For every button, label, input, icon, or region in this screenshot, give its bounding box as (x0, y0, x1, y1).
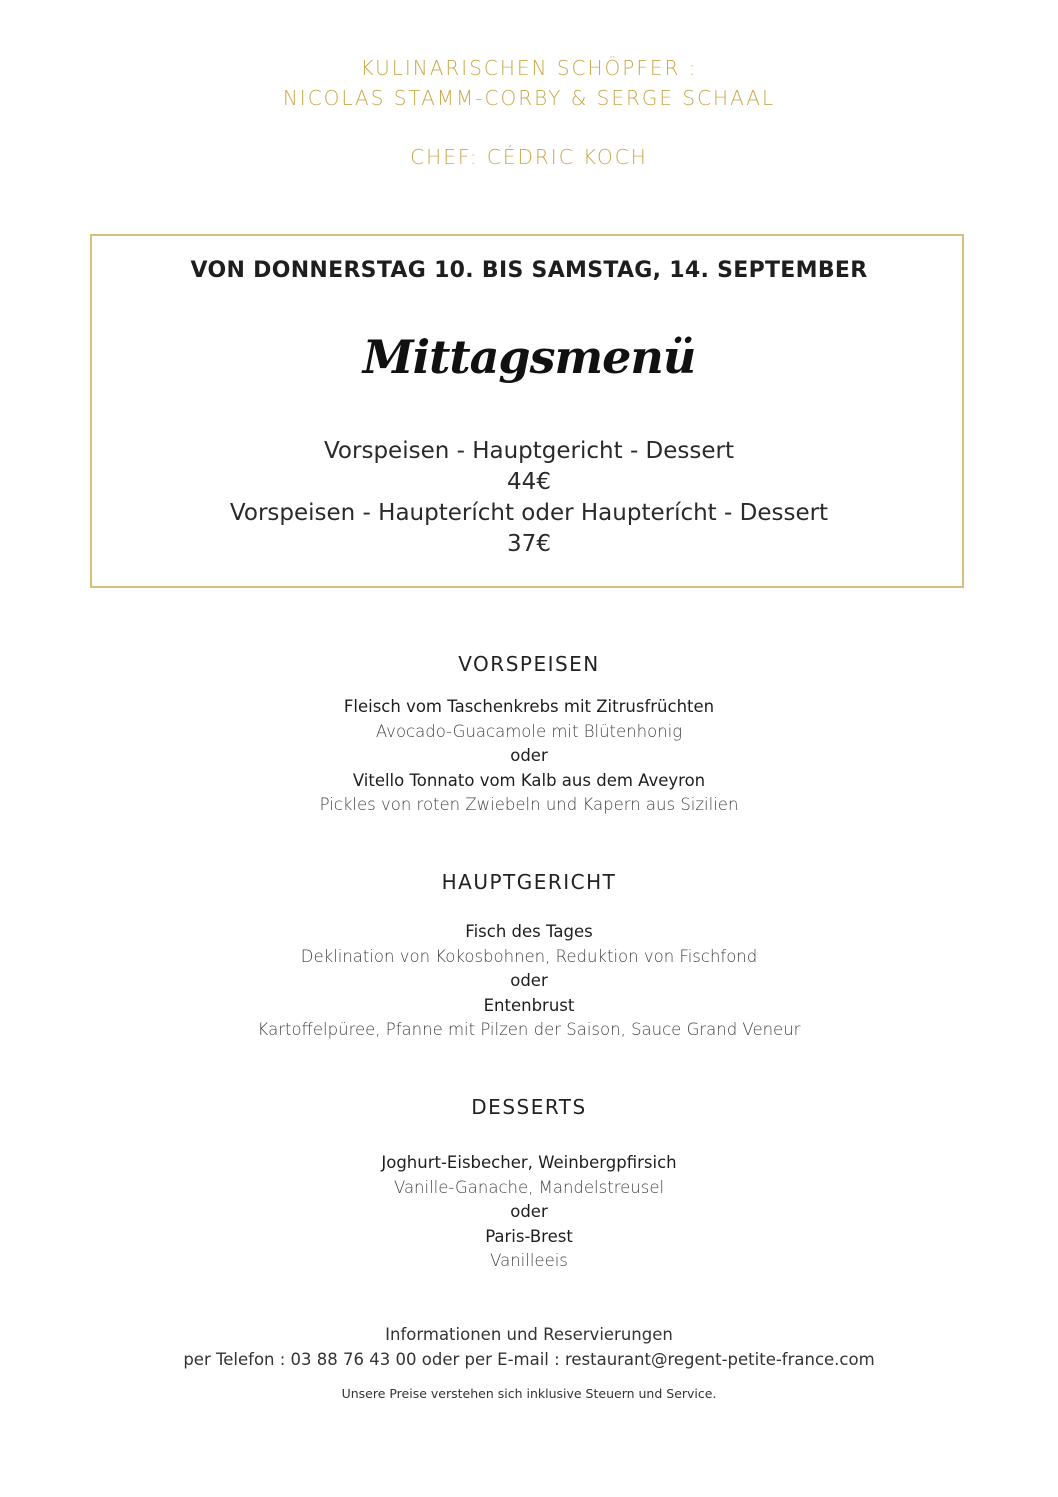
info-title: Informationen und Reservierungen (385, 1325, 673, 1344)
contact-info: per Telefon : 03 88 76 43 00 oder per E-mail : restaurant@regent-petite-france.com (183, 1350, 875, 1369)
dish-list-vorspeisen (0, 695, 1058, 818)
menu-title: Mittagsmenü (362, 330, 696, 384)
dish-name: Vitello Tonnato vom Kalb aus dem Aveyron (352, 770, 706, 790)
offer-price: 37€ (507, 531, 551, 557)
dish-description: Deklination von Kokosbohnen, Reduktion von Fischfond (300, 946, 758, 966)
offer-courses: Vorspeisen - Hauptgericht - Dessert (323, 438, 735, 464)
dish-name: Entenbrust (483, 995, 575, 1015)
dish-separator: oder (510, 746, 548, 765)
dish-name: Joghurt-Eisbecher, Weinbergpfirsich (381, 1153, 677, 1172)
dish-description: Vanille-Ganache, Mandelstreusel (393, 1177, 665, 1197)
dish-name: Paris-Brest (485, 1226, 573, 1246)
section-title-hauptgericht: HAUPTGERICHT (441, 870, 617, 894)
tax-note: Unsere Preise verstehen sich inklusive Steuern und Service. (341, 1386, 717, 1401)
creators-names: NICOLAS STAMM-CORBY & SERGE SCHAAL (282, 86, 776, 110)
dish-name: Fisch des Tages (465, 922, 593, 941)
dish-description: Vanilleeis (490, 1251, 568, 1270)
creators-label: KULINARISCHEN SCHÖPFER : (360, 56, 698, 80)
dish-description: Kartoffelpüree, Pfanne mit Pilzen der Saison, Sauce Grand Veneur (257, 1020, 801, 1039)
offer-courses: Vorspeisen - Haupterícht oder Haupterícht - Dessert (229, 500, 829, 526)
dish-description: Avocado-Guacamole mit Blütenhonig (375, 721, 683, 741)
section-title-vorspeisen: VORSPEISEN (458, 652, 600, 676)
dish-list-desserts (0, 1151, 1058, 1274)
dish-name: Fleisch vom Taschenkrebs mit Zitrusfrüchten (343, 697, 715, 716)
dish-separator: oder (510, 1202, 548, 1221)
offer-price: 44€ (507, 469, 551, 495)
chef-name: CHEF: CÉDRIC KOCH (410, 145, 648, 169)
dish-description: Pickles von roten Zwiebeln und Kapern aus Sizilien (319, 795, 739, 814)
date-range: VON DONNERSTAG 10. BIS SAMSTAG, 14. SEPTEMBER (190, 258, 868, 283)
section-title-desserts: DESSERTS (471, 1095, 587, 1119)
dish-separator: oder (510, 971, 548, 990)
dish-list-hauptgericht (0, 920, 1058, 1043)
